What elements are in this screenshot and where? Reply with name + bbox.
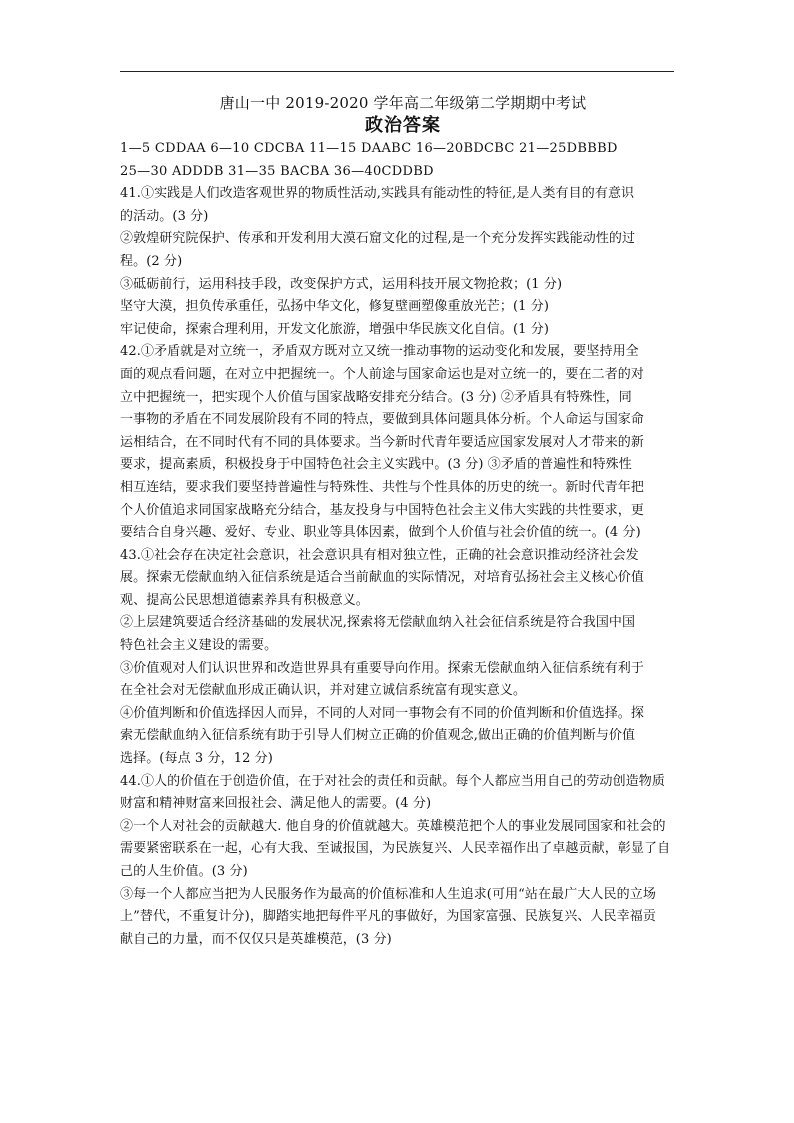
answer-line: 41.①实践是人们改造客观世界的物质性活动,实践具有能动性的特征,是人类有目的有意识 bbox=[120, 186, 635, 202]
answer-line: 程。(2 分) bbox=[120, 253, 183, 269]
answer-line: ④价值判断和价值选择因人而异，不同的人对同一事物会有不同的价值判断和价值选择。探 bbox=[120, 705, 645, 721]
answer-line: 要结合自身兴趣、爱好、专业、职业等具体因素，做到个人价值与社会价值的统一。(4 分) bbox=[120, 525, 641, 541]
answer-line: 运相结合，在不同时代有不同的具体要求。当今新时代青年要适应国家发展对人才带来的新 bbox=[120, 434, 645, 450]
answer-line: 在全社会对无偿献血形成正确认识，并对建立诚信系统富有现实意义。 bbox=[120, 683, 527, 699]
answer-line: 上”替代，不重复计分)，脚踏实地把每件平凡的事做好，为国家富强、民族复兴、人民幸福贡 bbox=[120, 909, 656, 925]
answer-line: 44.①人的价值在于创造价值，在于对社会的责任和贡献。每个人都应当用自己的劳动创造物质 bbox=[120, 773, 665, 789]
answer-line: 选择。(每点 3 分，12 分) bbox=[120, 751, 273, 767]
answer-line: 索无偿献血纳入征信系统有助于引导人们树立正确的价值观念,做出正确的价值判断与价值 bbox=[120, 728, 636, 744]
answer-line: 坚守大漠，担负传承重任，弘扬中华文化，修复壁画塑像重放光芒；(1 分) bbox=[120, 299, 550, 315]
answer-text bbox=[120, 183, 686, 951]
answer-line: 的活动。(3 分) bbox=[120, 208, 209, 224]
document-body bbox=[120, 92, 686, 951]
answer-line: ③砥砺前行，运用科技手段，改变保护方式，运用科技开展文物抢救；(1 分) bbox=[120, 276, 563, 292]
answer-line: 要求，提高素质，积极投身于中国特色社会主义实践中。(3 分) ③矛盾的普遍性和特殊性 bbox=[120, 457, 632, 473]
answer-line: ③价值观对人们认识世界和改造世界具有重要导向作用。探索无偿献血纳入征信系统有利于 bbox=[120, 660, 645, 676]
answer-line: 特色社会主义建设的需要。 bbox=[120, 638, 278, 654]
answer-key-line: 25—30 ADDDB 31—35 BACBA 36—40CDDBD bbox=[120, 163, 434, 179]
answer-line: 观、提高公民思想道德素养具有积极意义。 bbox=[120, 592, 369, 608]
answer-line: ②一个人对社会的贡献越大. 他自身的价值就越大。英雄模范把个人的事业发展同国家和社会的 bbox=[120, 818, 666, 834]
answer-line: 牢记使命，探索合理利用，开发文化旅游，增强中华民族文化自信。(1 分) bbox=[120, 321, 550, 337]
answer-key bbox=[120, 138, 686, 183]
answer-line: 展。探索无偿献血纳入征信系统是适合当前献血的实际情况，对培育弘扬社会主义核心价值 bbox=[120, 570, 645, 586]
answer-line: 财富和精神财富来回报社会、满足他人的需要。(4 分) bbox=[120, 796, 432, 812]
answer-line: 献自己的力量，而不仅仅只是英雄模范，(3 分) bbox=[120, 931, 392, 947]
answer-line: 个人价值追求同国家战略充分结合，基友投身与中国特色社会主义伟大实践的共性要求，更 bbox=[120, 502, 645, 518]
answer-line: 43.①社会存在决定社会意识，社会意识具有相对独立性，正确的社会意识推动经济社会发 bbox=[120, 547, 639, 563]
answer-line: ②上层建筑要适合经济基础的发展状况,探索将无偿献血纳入社会征信系统是符合我国中国 bbox=[120, 615, 636, 631]
answer-line: ③每一个人都应当把为人民服务作为最高的价值标准和人生追求(可用“站在最广大人民的立场 bbox=[120, 886, 656, 902]
document-subtitle: 政治答案 bbox=[365, 115, 441, 136]
answer-line: 42.①矛盾就是对立统一，矛盾双方既对立又统一推动事物的运动变化和发展，要坚持用全 bbox=[120, 344, 639, 360]
answer-key-line: 1—5 CDDAA 6—10 CDCBA 11—15 DAABC 16—20BDCBC 21—25DBBBD bbox=[120, 141, 618, 156]
answer-line: 己的人生价值。(3 分) bbox=[120, 864, 248, 879]
exam-title: 唐山一中 2019-2020 学年高二年级第二学期期中考试 bbox=[219, 94, 587, 112]
header-rule bbox=[120, 71, 674, 72]
answer-line: ②敦煌研究院保护、传承和开发利用大漠石窟文化的过程,是一个充分发挥实践能动性的过 bbox=[120, 231, 636, 247]
answer-line: 相互连结，要求我们要坚持普遍性与特殊性、共性与个性具体的历史的统一。新时代青年把 bbox=[120, 479, 645, 495]
answer-line: 一事物的矛盾在不同发展阶段有不同的特点，要做到具体问题具体分析。个人命运与国家命 bbox=[120, 412, 645, 428]
answer-line: 面的观点看问题，在对立中把握统一。个人前途与国家命运也是对立统一的，要在二者的对 bbox=[120, 366, 645, 382]
answer-line: 立中把握统一，把实现个人价值与国家战略安排充分结合。(3 分) ②矛盾具有特殊性，同 bbox=[120, 389, 632, 405]
answer-line: 需要紧密联系在一起，心有大我、至诚报国，为民族复兴、人民幸福作出了卓越贡献，彰显了自 bbox=[120, 841, 671, 857]
